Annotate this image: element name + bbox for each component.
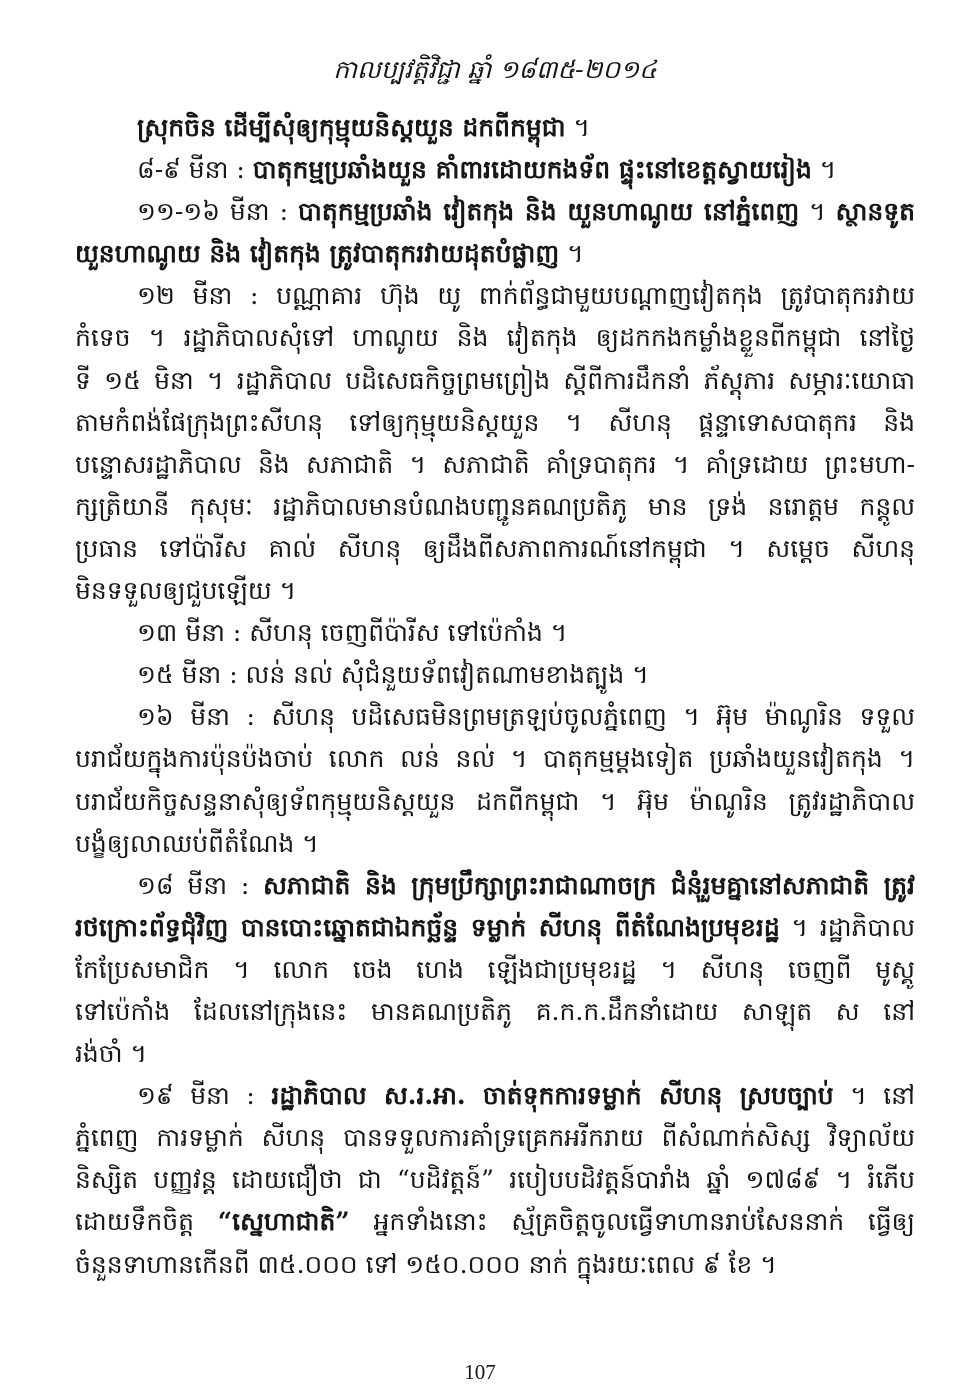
text-line [75,823,915,865]
text-line [75,1117,915,1159]
text-segment: ។ [799,197,836,227]
text-segment: បន្ទោសរដ្ឋាភិបាល និង សភាជាតិ ។ សភាជាតិ គាំទ្របាតុករ ។ គាំទ្រដោយ ព្រះមហា- [75,449,915,479]
text-line [75,486,915,528]
text-line [75,1201,915,1243]
text-segment: ទៅប៉េកាំង ដែលនៅក្រុងនេះ មានគណប្រតិភូ គ.ក.ក.ដឹកនាំដោយ សាឡុត ស នៅ [75,996,915,1026]
text-line [75,991,915,1033]
bold-text-segment: ស្ថានទូត [835,197,915,227]
paragraph [75,696,915,864]
bold-text-segment: រដ្ឋាភិបាល ស.រ.អា. ចាត់ទុកការទម្លាក់ សីហនុ ស្របច្បាប់ [271,1081,834,1111]
text-segment: បរាជ័យកិច្ចសន្ទនាសុំឲ្យទ័ពកុម្មុយនិស្តយួន ដកពីកម្ពុជា ។ អ៊ុម ម៉ាណូរិន ត្រូវរដ្ឋាភិបាល [75,786,915,816]
text-line [75,317,915,359]
text-line [75,570,915,612]
bold-text-segment: ស្រុកចិន ដើម្បីសុំឲ្យកុម្មុយនិស្តយួន ដកពីកម្ពុជា [137,113,566,142]
page-body [75,107,915,1286]
text-line [75,275,915,317]
text-segment: ទី ១៥ មិនា ។ រដ្ឋាភិបាល បដិសេធកិច្ចព្រមព្រៀង ស្តីពីការដឹកនាំ ភ័ស្តុភារ សម្ភារៈយោធា [75,365,915,395]
text-segment: ១៩ មីនា : [137,1081,272,1111]
text-line [75,1033,915,1075]
text-line [75,1159,915,1201]
text-line [75,402,915,444]
text-segment: កំទេច ។ រដ្ឋាភិបាលសុំទៅ ហាណូយ និង វៀតកុង ឲ្យដកកងកម្លាំងខ្លួនពីកម្ពុជា នៅថ្ងៃ [75,323,915,353]
text-line [75,191,915,233]
bold-text-segment: សភាជាតិ និង ក្រុមប្រឹក្សាព្រះរាជាណាចក្រ ជំនុំរួមគ្នានៅសភាជាតិ ត្រូវ [263,870,915,900]
text-line [75,738,915,780]
text-segment: ១១-១៦ មីនា : [137,197,299,227]
page-number: 107 [464,1360,496,1384]
text-line [75,149,915,191]
text-segment: ។ [565,113,590,142]
text-segment: បរាជ័យក្នុងការប៉ុនប៉ងចាប់ លោក លន់ នល់ ។ បាតុកម្មម្តងទៀត ប្រឆាំងយួនវៀតកុង ។ [75,744,915,774]
text-line [75,696,915,738]
text-segment: មិនទទួលឲ្យជួបឡើយ ។ [75,576,297,606]
text-line [75,528,915,570]
bold-text-segment: បាតុកម្មប្រឆាំង វៀតកុង និង យួនហាណូយ នៅភ្នំពេញ [298,197,800,227]
paragraph [75,865,915,1075]
text-segment: តាមកំពង់ផែក្រុងព្រះសីហនុ ទៅឲ្យកុម្មុយនិស្តយួន ។ សីហនុ ផ្តន្ទាទោសបាតុករ និង [75,407,915,437]
text-segment: ប្រធាន ទៅប៉ារីស គាល់ សីហនុ ឲ្យដឹងពីសភាពការណ៍នៅកម្ពុជា ។ សម្តេច សីហនុ [75,533,915,563]
text-segment: បង្ខំឲ្យលាឈប់ពីតំណែង ។ [75,828,319,858]
text-line [75,865,915,907]
text-segment: រង់ចាំ ។ [75,1039,148,1069]
text-segment: ១៨ មីនា : [137,870,264,900]
text-segment: ។ រដ្ឋាភិបាល [779,912,915,942]
text-segment: អ្នកទាំងនោះ ស្ម័គ្រចិត្តចូលធ្វើទាហានរាប់សែននាក់ ធ្វើឲ្យ [349,1207,915,1237]
paragraph [75,149,915,191]
paragraph [75,191,915,275]
bold-text-segment: រថក្រោះព័ទ្ធជុំវិញ បានបោះឆ្នោតជាឯកច្ឆ័ន្ទ ទម្លាក់ សីហនុ ពីតំណែងប្រមុខរដ្ឋ [75,912,780,942]
text-segment: ១២ មីនា : បណ្ណាគារ ហ៊ុង យូ ពាក់ព័ន្ធជាមួយបណ្តាញវៀតកុង ត្រូវបាតុករវាយ [137,281,915,311]
paragraph [75,107,915,149]
text-line [75,444,915,486]
text-line [75,233,915,275]
text-line [75,107,915,149]
text-segment: ។ [811,155,837,185]
paragraph [75,612,915,654]
text-segment: ភ្នំពេញ ការទម្លាក់ សីហនុ បានទទួលការគាំទ្រគ្រេកអរីករាយ ពីសំណាក់សិស្ស វិទ្យាល័យ [75,1123,915,1153]
text-line [75,1075,915,1117]
bold-text-segment: យួនហាណូយ និង វៀតកុង ត្រូវបាតុករវាយដុតបំផ្លាញ [75,239,560,269]
paragraph [75,1075,915,1285]
text-line [75,907,915,949]
text-segment: និស្សិត បញ្ញវន្ត ដោយជឿថា ជា “បដិវត្តន៍” របៀបបដិវត្តន៍បារាំង ឆ្នាំ ១៧៨៩ ។ រំភើប [75,1165,915,1195]
text-line [75,949,915,991]
text-segment: ១៥ មីនា : លន់ នល់ សុំជំនួយទ័ពវៀតណាមខាងត្បូង ។ [137,660,649,690]
bold-text-segment: បាតុកម្មប្រឆាំងយួន គាំពារដោយកងទ័ព ផ្ទុះនៅខេត្តស្វាយរៀង [252,155,812,185]
text-segment: ។ នៅ [833,1081,915,1111]
text-segment: ៨-៩ មីនា : [137,155,253,185]
running-header: កាលប្បវត្តិវិជ្ជា ឆ្នាំ ១៨៣៥-២០១៤ [333,55,657,84]
text-segment: ចំនួនទាហានកើនពី ៣៥.០០០ ទៅ ១៥០.០០០ នាក់ ក្នុងរយៈពេល ៩ ខែ ។ [75,1249,777,1279]
text-segment: ១៦ មីនា : សីហនុ បដិសេធមិនព្រមត្រឡប់ចូលភ្នំពេញ ។ អ៊ុម ម៉ាណូរិន ទទួល [137,702,915,732]
text-segment: ១៣ មីនា : សីហនុ ចេញពីប៉ារីស ទៅប៉េកាំង ។ [137,618,568,648]
paragraph [75,275,915,612]
text-segment: ក្សត្រិយានី កុសុមៈ រដ្ឋាភិបាលមានបំណងបញ្ជូនគណប្រតិភូ មាន ទ្រង់ នរោត្តម កន្តូល [75,491,915,521]
text-segment: ដោយទឹកចិត្ត [75,1207,218,1237]
text-line [75,360,915,402]
text-line [75,612,915,654]
text-line [75,781,915,823]
text-segment: កែប្រែសមាជិក ។ លោក ចេង ហេង ឡើងជាប្រមុខរដ្ឋ ។ សីហនុ ចេញពី មូស្គូ [75,954,915,984]
text-line [75,654,915,696]
bold-text-segment: “ស្នេហាជាតិ” [217,1207,350,1237]
text-segment: ។ [559,239,584,269]
paragraph [75,654,915,696]
text-line [75,1244,915,1286]
